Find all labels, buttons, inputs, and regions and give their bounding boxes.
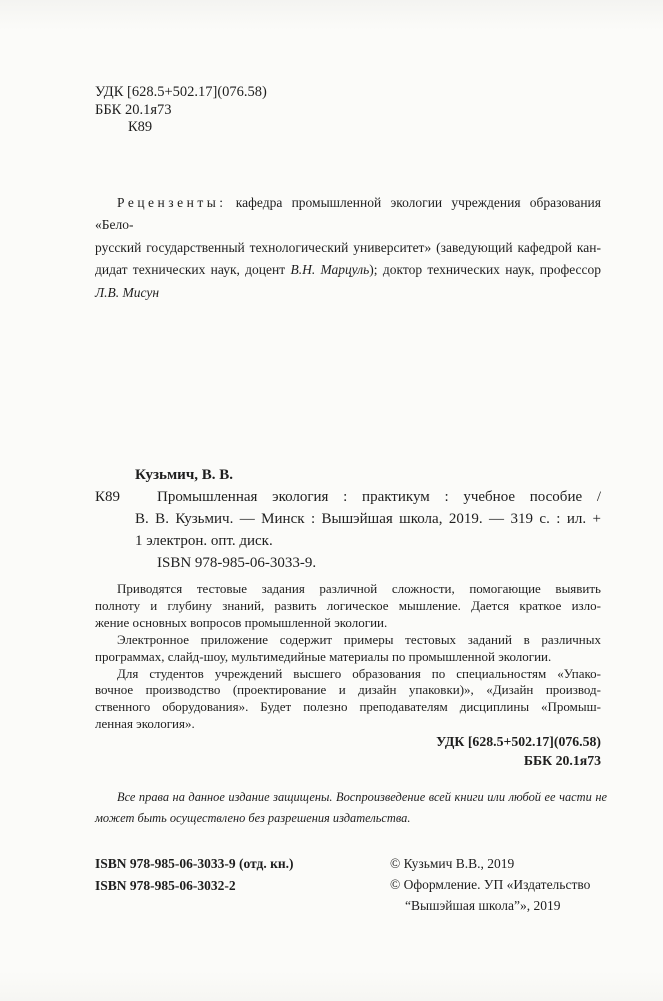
copyright-author: © Кузьмич В.В., 2019 [390, 856, 515, 871]
annotation-paragraph-1 [95, 581, 601, 615]
isbn-column [95, 853, 294, 896]
text-line: Приводятся тестовые задания различной сложности, помогающие выявить [117, 581, 601, 596]
catalog-card [95, 464, 601, 574]
rights-notice [95, 787, 607, 828]
reviewer-name-1: В.Н. Марцуль [290, 262, 370, 278]
text-line: Для студентов учреждений высшего образования по специальностям «Упако- [117, 665, 601, 681]
reviewers-paragraph [95, 192, 601, 304]
author-code: К89 [128, 119, 153, 135]
reviewers-text: ); доктор технических наук, профессор [369, 262, 602, 278]
text-line: вочное производство (проектирование и дизайн упаковки)», «Дизайн производ- [95, 682, 601, 698]
catalog-margin-code: К89 [95, 489, 121, 505]
text-line: Промышленная экология : практикум : учебное пособие / [157, 489, 601, 505]
reviewers-text: кафедра промышленной экологии учреждения образования «Бело- [95, 195, 601, 233]
author-heading: Кузьмич, В. В. [135, 467, 234, 483]
udk-number-bottom: УДК [628.5+502.17](076.58) [436, 734, 601, 749]
annotation-paragraph-2 [95, 632, 601, 649]
text-line [95, 259, 601, 281]
annotation-paragraph-1-end: жение основных вопросов промышленной экологии. [95, 614, 388, 630]
annotation-paragraph-2-end: программах, слайд-шоу, мультимедийные материалы по промышленной экологии. [95, 648, 552, 664]
reviewers-label: Рецензенты: [117, 195, 227, 210]
top-codes-block [95, 84, 267, 137]
text-line [95, 192, 601, 237]
annotation-paragraph-3-end: ленная экология». [95, 716, 195, 732]
copyright-design: © Оформление. УП «Издательство [390, 877, 591, 892]
copyright-design-continued: “Вышэйшая школа”», 2019 [405, 898, 561, 913]
isbn-main: ISBN 978-985-06-3033-9 (отд. кн.) [95, 856, 294, 871]
isbn-line: ISBN 978-985-06-3033-9. [157, 555, 317, 571]
reviewers-text: дидат технических наук, доцент [95, 262, 286, 278]
annotation-paragraph-3 [95, 666, 601, 717]
text-line: ственного оборудования». Будет полезно преподавателям дисциплины «Промыш- [95, 699, 601, 715]
text-line: русский государственный технологический университет» (заведующий кафедрой кан- [95, 239, 601, 255]
reviewer-name-2: Л.В. Мисун [95, 284, 160, 300]
text-line: полноту и глубину знаний, развить логическое мышление. Дается краткое изло- [95, 597, 601, 613]
rights-end: может быть осуществлено без разрешения издательства. [95, 810, 411, 825]
text-line: В. В. Кузьмич. — Минск : Вышэйшая школа, 2019. — 319 с. : ил. + [135, 511, 601, 527]
annotation-block [95, 581, 601, 733]
copyright-column [390, 853, 590, 916]
bbk-number: ББК 20.1я73 [95, 101, 172, 118]
text-line: Электронное приложение содержит примеры тестовых заданий в различных [117, 631, 601, 647]
isbn-set: ISBN 978-985-06-3032-2 [95, 877, 236, 893]
udk-number: УДК [628.5+502.17](076.58) [95, 84, 267, 100]
bbk-number-bottom: ББК 20.1я73 [523, 752, 601, 768]
text-line: Все права на данное издание защищены. Воспроизведение всей книги или любой ее части не [117, 790, 607, 804]
bottom-codes-block [95, 733, 601, 770]
catalog-entry-end: 1 электрон. опт. диск. [135, 533, 273, 549]
catalog-entry [95, 486, 601, 530]
rights-lines [95, 787, 607, 808]
